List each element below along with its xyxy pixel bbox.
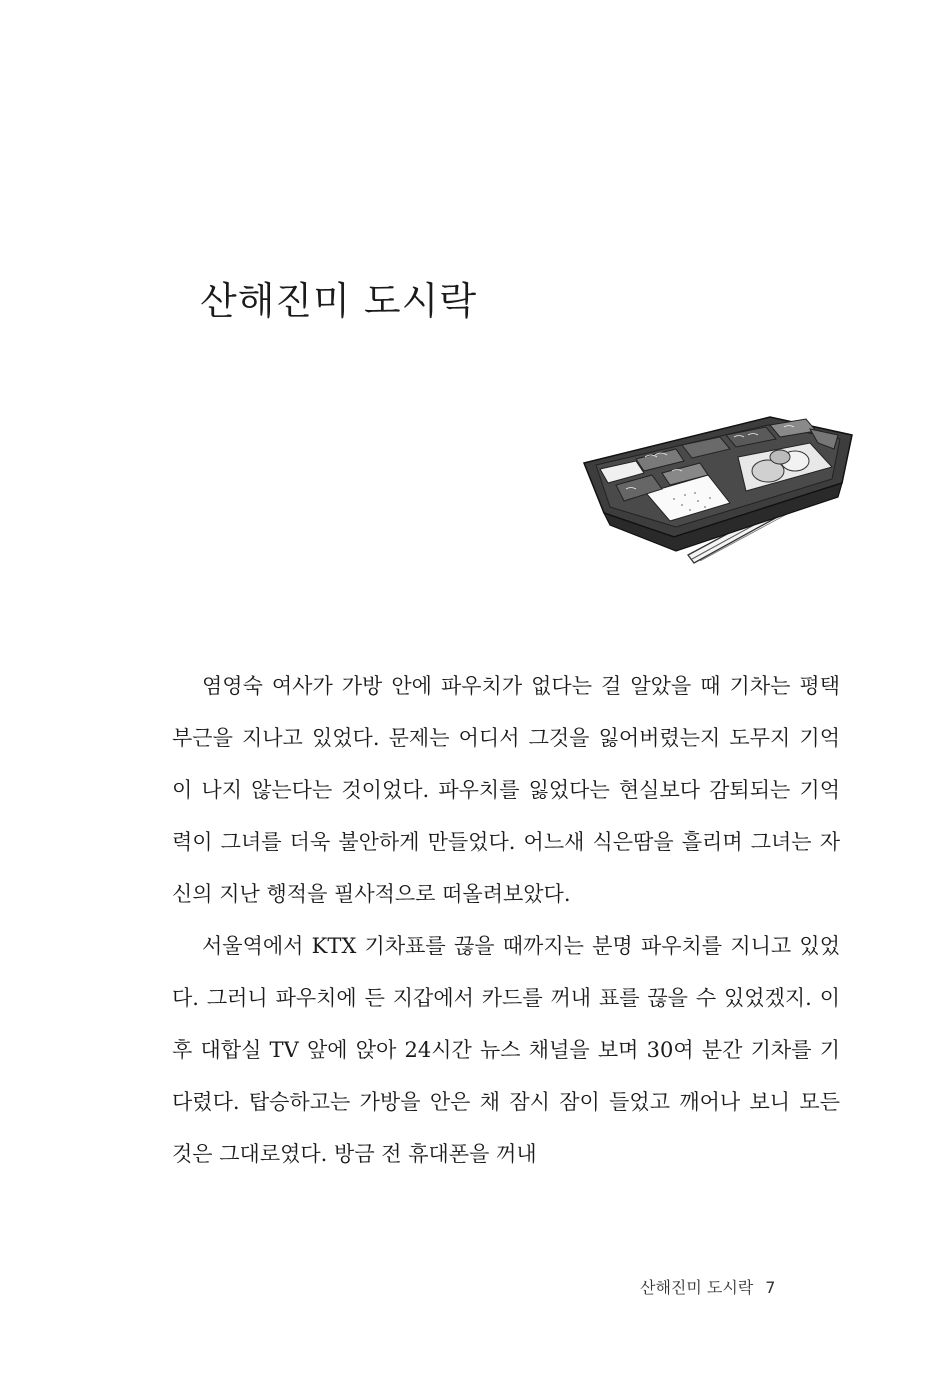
bento-lunchbox-icon [570, 395, 860, 580]
chapter-title: 산해진미 도시락 [200, 279, 478, 323]
body-text [172, 660, 840, 1180]
paragraph: 서울역에서 KTX 기차표를 끊을 때까지는 분명 파우치를 지니고 있었다. 그러니 파우치에 든 지갑에서 카드를 꺼내 표를 끊을 수 있었겠지. 이후 대합실 TV 앞에 앉아 24시간 뉴스 채널을 보며 30여 분간 기차를 기다렸다. 탑승하고는 가방을 안은 채 잠시 잠이 들었고 깨어나 보니 모든 것은 그대로였다. 방금 전 휴대폰을 꺼내 [172, 934, 840, 1166]
running-title: 산해진미 도시락 [640, 1278, 754, 1297]
paragraph: 염영숙 여사가 가방 안에 파우치가 없다는 걸 알았을 때 기차는 평택 부근을 지나고 있었다. 문제는 어디서 그것을 잃어버렸는지 도무지 기억이 나지 않는다는 것이었다. 파우치를 잃었다는 현실보다 감퇴되는 기억력이 그녀를 더욱 불안하게 만들었다. 어느새 식은땀을 흘리며 그녀는 자신의 지난 행적을 필사적으로 떠올려보았다. [172, 674, 840, 906]
page-number: 7 [765, 1278, 776, 1297]
page-footer [640, 1275, 775, 1298]
